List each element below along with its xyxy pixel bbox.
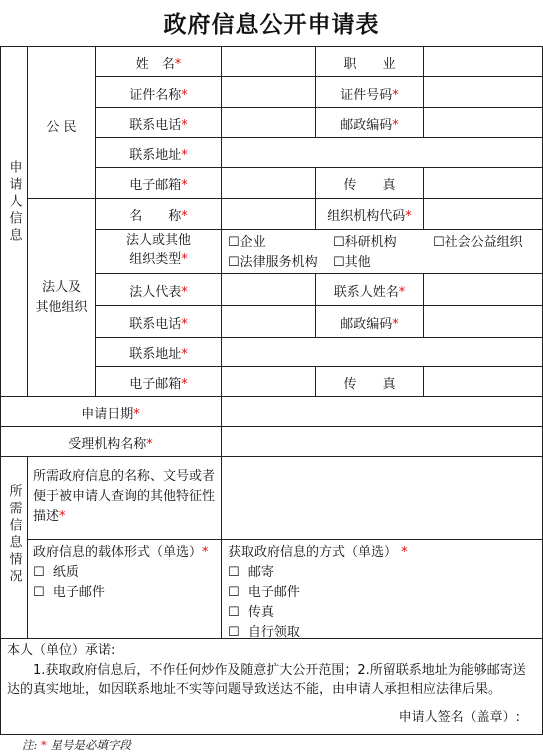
citizen-fax-field[interactable]	[424, 168, 542, 198]
checkbox-icon: ☐	[333, 235, 345, 250]
carrier-option-email[interactable]: ☐ 电子邮件	[33, 585, 105, 600]
checkbox-icon: ☐	[333, 255, 345, 270]
carrier-option-paper[interactable]: ☐ 纸质	[33, 565, 79, 580]
org-name-label: 名 称*	[129, 209, 188, 224]
citizen-phone-label: 联系电话*	[129, 118, 188, 133]
citizen-id-type-field[interactable]	[222, 78, 315, 107]
promise-title: 本人（单位）承诺:	[7, 643, 116, 658]
citizen-address-label: 联系地址*	[129, 148, 188, 163]
application-date-label: 申请日期*	[81, 407, 140, 422]
citizen-name-label: 姓 名*	[135, 57, 182, 72]
checkbox-icon: ☐	[228, 565, 240, 580]
org-address-field[interactable]	[222, 338, 542, 366]
method-option-self-pickup[interactable]: ☐ 自行领取	[228, 625, 300, 640]
checkbox-icon: ☐	[228, 625, 240, 640]
citizen-id-type-label: 证件名称*	[129, 88, 188, 103]
org-code-label: 组织机构代码*	[327, 209, 412, 224]
applicant-info-group-label: 申请人信息	[6, 160, 22, 245]
carrier-label: 政府信息的载体形式（单选）	[33, 545, 203, 560]
citizen-postcode-label: 邮政编码*	[340, 118, 399, 133]
citizen-id-number-label: 证件号码*	[340, 88, 399, 103]
signature-label: 申请人签名（盖章）:	[398, 710, 520, 725]
org-email-field[interactable]	[222, 367, 315, 396]
citizen-postcode-field[interactable]	[424, 108, 542, 137]
method-option-mail[interactable]: ☐ 邮寄	[228, 565, 274, 580]
checkbox-icon: ☐	[33, 585, 45, 600]
checkbox-icon: ☐	[228, 255, 240, 270]
method-section: 获取政府信息的方式（单选） * ☐ 邮寄 ☐ 电子邮件 ☐ 传真 ☐ 自行领取	[228, 543, 538, 643]
checkbox-icon: ☐	[228, 235, 240, 250]
org-postcode-label: 邮政编码*	[340, 317, 399, 332]
citizen-occupation-label: 职 业	[343, 57, 396, 72]
method-label: 获取政府信息的方式（单选）	[228, 545, 398, 560]
citizen-phone-field[interactable]	[222, 108, 315, 137]
org-type-option-welfare[interactable]: ☐社会公益组织	[433, 235, 523, 250]
org-type-label: 法人或其他 组织类型*	[125, 233, 191, 267]
method-option-email[interactable]: ☐ 电子邮件	[228, 585, 300, 600]
citizen-name-field[interactable]	[222, 47, 315, 76]
checkbox-icon: ☐	[33, 565, 45, 580]
citizen-address-field[interactable]	[222, 138, 542, 167]
info-description-field[interactable]	[222, 457, 542, 539]
org-contact-name-field[interactable]	[424, 274, 542, 305]
org-code-field[interactable]	[424, 199, 542, 229]
application-date-field[interactable]	[222, 397, 542, 426]
carrier-section: 政府信息的载体形式（单选）* ☐ 纸质 ☐ 电子邮件	[33, 543, 221, 603]
org-legal-rep-field[interactable]	[222, 274, 315, 305]
footnote: 注: * 星号是必填字段	[22, 738, 131, 752]
citizen-section-label: 公 民	[46, 120, 77, 135]
method-option-fax[interactable]: ☐ 传真	[228, 605, 274, 620]
citizen-occupation-field[interactable]	[424, 47, 542, 76]
org-postcode-field[interactable]	[424, 306, 542, 337]
org-email-label: 电子邮箱*	[129, 377, 188, 392]
org-address-label: 联系地址*	[129, 347, 188, 362]
checkbox-icon: ☐	[433, 235, 445, 250]
org-fax-label: 传 真	[343, 377, 396, 392]
citizen-email-label: 电子邮箱*	[129, 178, 188, 193]
citizen-email-field[interactable]	[222, 168, 315, 198]
receiving-agency-field[interactable]	[222, 427, 542, 456]
promise-text: 1.获取政府信息后，不作任何炒作及随意扩大公开范围；2.所留联系地址为能够邮寄送达的真实地址，如因联系地址不实等问题导致送达不能，由申请人承担相应法律后果。	[7, 663, 526, 697]
org-fax-field[interactable]	[424, 367, 542, 396]
citizen-fax-label: 传 真	[343, 178, 396, 193]
org-phone-field[interactable]	[222, 306, 315, 337]
checkbox-icon: ☐	[228, 585, 240, 600]
page-title: 政府信息公开申请表	[163, 12, 380, 38]
org-name-field[interactable]	[222, 199, 315, 229]
applicant-promise	[0, 638, 543, 735]
checkbox-icon: ☐	[228, 605, 240, 620]
org-type-option-enterprise[interactable]: ☐企业	[228, 235, 266, 250]
citizen-id-number-field[interactable]	[424, 78, 542, 107]
org-legal-rep-label: 法人代表*	[129, 285, 188, 300]
info-description-label: 所需政府信息的名称、文号或者便于被申请人查询的其他特征性描述*	[33, 469, 216, 524]
org-type-option-legal-service[interactable]: ☐法律服务机构	[228, 255, 318, 270]
org-type-option-other[interactable]: ☐其他	[333, 255, 371, 270]
org-section-label: 法人及 其他组织	[35, 280, 88, 315]
info-group-label: 所需信息情况	[6, 484, 22, 586]
org-phone-label: 联系电话*	[129, 317, 188, 332]
org-contact-name-label: 联系人姓名*	[333, 285, 406, 300]
receiving-agency-label: 受理机构名称*	[68, 437, 153, 452]
org-type-option-research[interactable]: ☐科研机构	[333, 235, 397, 250]
